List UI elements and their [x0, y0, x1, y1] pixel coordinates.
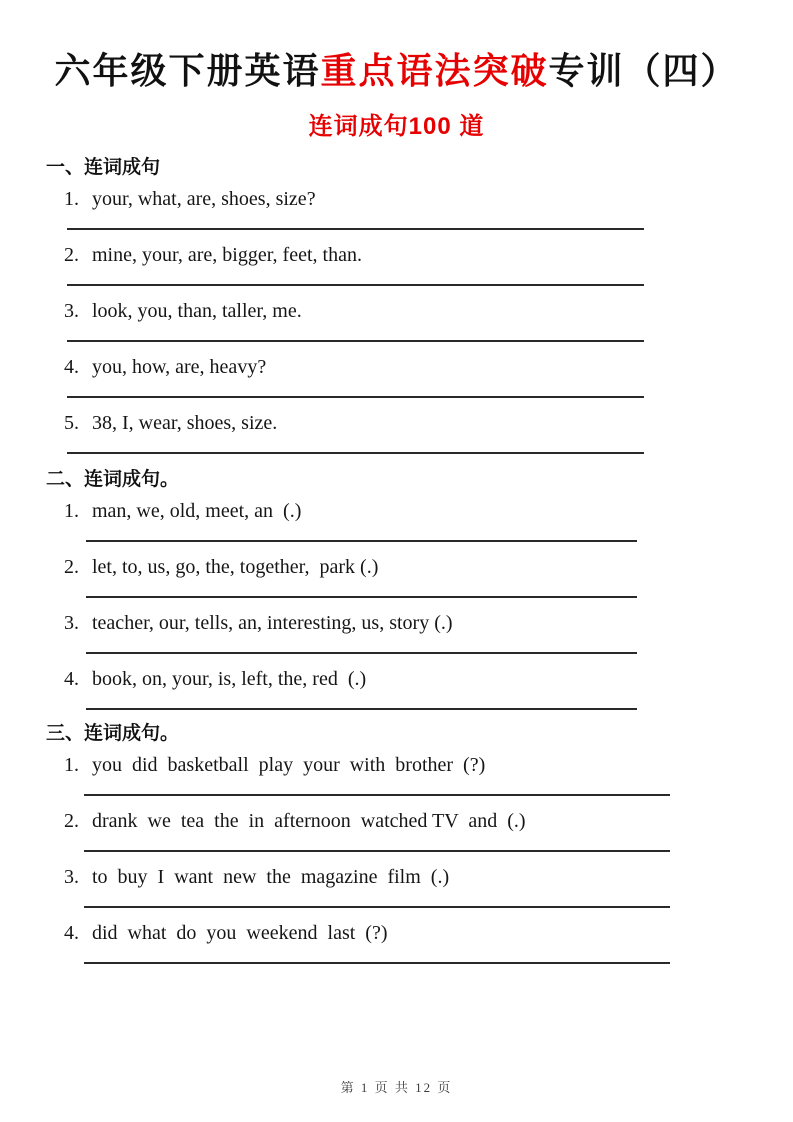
item-text: book, on, your, is, left, the, red (.): [92, 668, 367, 690]
item-number: 2.: [64, 244, 79, 266]
exercise-item: [64, 610, 793, 636]
answer-blank: [86, 540, 637, 542]
exercise-item: [64, 186, 793, 212]
answer-blank: [84, 850, 670, 852]
item-text: let, to, us, go, the, together, park (.): [92, 556, 379, 578]
answer-blank: [84, 906, 670, 908]
item-number: 2.: [64, 810, 79, 832]
exercise-item: [64, 554, 793, 580]
exercise-item: [64, 864, 793, 890]
item-number: 1.: [64, 500, 79, 522]
answer-blank: [84, 794, 670, 796]
item-text: look, you, than, taller, me.: [92, 300, 302, 322]
title-part-black-left: 六年级下册英语: [54, 50, 321, 91]
exercise-item: [64, 808, 793, 834]
item-number: 3.: [64, 300, 79, 322]
section-2-heading: 二、连词成句。: [46, 469, 180, 490]
exercise-item: [64, 752, 793, 778]
exercise-item: [64, 298, 793, 324]
answer-blank: [67, 284, 644, 286]
page-number-footer: 第 1 页 共 12 页: [340, 1080, 453, 1095]
page-title: [0, 0, 793, 92]
item-number: 4.: [64, 668, 79, 690]
item-text: your, what, are, shoes, size?: [92, 188, 316, 210]
item-text: you did basketball play your with brother (?): [92, 754, 486, 776]
answer-blank: [67, 340, 644, 342]
exercise-item: [64, 410, 793, 436]
item-text: man, we, old, meet, an (.): [92, 500, 302, 522]
item-text: drank we tea the in afternoon watched TV and (.): [92, 810, 526, 832]
answer-blank: [86, 652, 637, 654]
item-number: 5.: [64, 412, 79, 434]
title-part-black-right: 专训（四）: [548, 50, 739, 91]
section-1-heading: 一、连词成句: [46, 157, 161, 178]
section-3-heading: 三、连词成句。: [46, 723, 180, 744]
item-text: to buy I want new the magazine film (.): [92, 866, 450, 888]
item-number: 4.: [64, 922, 79, 944]
answer-blank: [67, 396, 644, 398]
exercise-item: [64, 354, 793, 380]
item-text: 38, I, wear, shoes, size.: [92, 412, 278, 434]
exercise-item: [64, 666, 793, 692]
exercise-item: [64, 920, 793, 946]
answer-blank: [86, 708, 637, 710]
answer-blank: [84, 962, 670, 964]
item-text: you, how, are, heavy?: [92, 356, 267, 378]
answer-blank: [67, 452, 644, 454]
item-number: 3.: [64, 866, 79, 888]
title-part-red: 重点语法突破: [320, 50, 549, 91]
exercise-item: [64, 242, 793, 268]
item-number: 1.: [64, 188, 79, 210]
item-text: did what do you weekend last (?): [92, 922, 388, 944]
answer-blank: [86, 596, 637, 598]
page-subtitle: 连词成句100 道: [308, 113, 485, 140]
answer-blank: [67, 228, 644, 230]
item-number: 4.: [64, 356, 79, 378]
item-number: 3.: [64, 612, 79, 634]
item-number: 2.: [64, 556, 79, 578]
exercise-item: [64, 498, 793, 524]
item-text: teacher, our, tells, an, interesting, us, story (.): [92, 612, 453, 634]
item-number: 1.: [64, 754, 79, 776]
item-text: mine, your, are, bigger, feet, than.: [92, 244, 362, 266]
